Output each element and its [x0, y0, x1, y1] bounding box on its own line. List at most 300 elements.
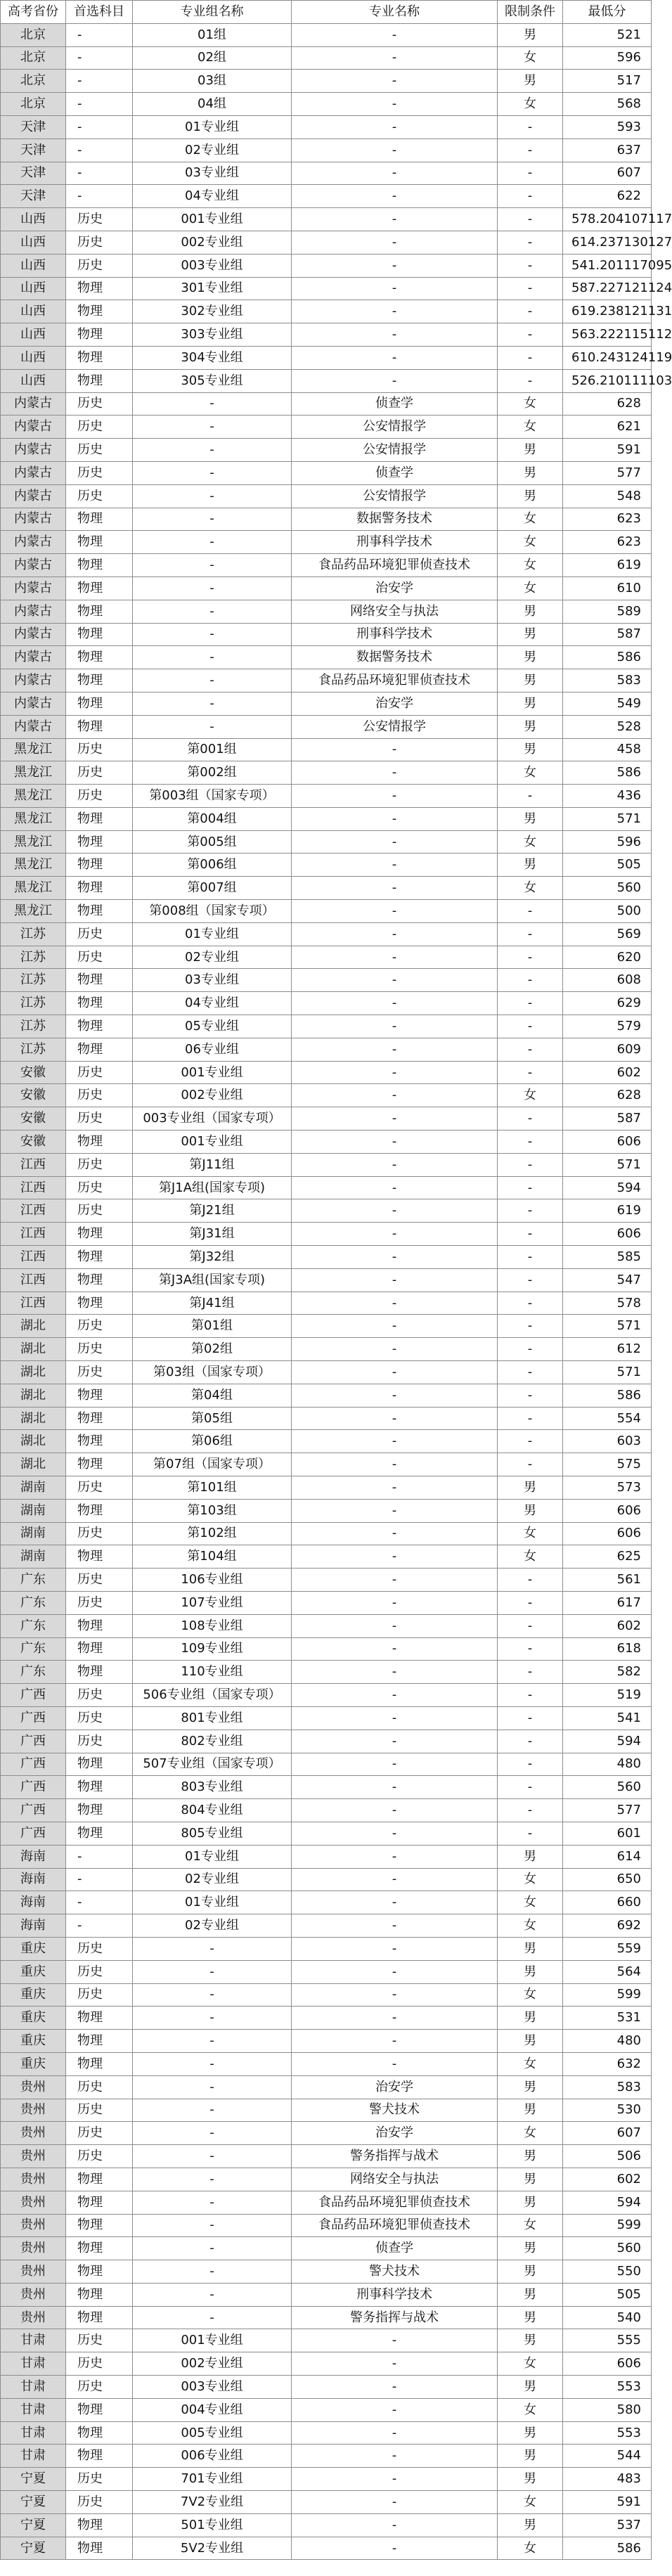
- province-cell: 江苏: [1, 1015, 66, 1038]
- group-cell: -: [133, 623, 292, 646]
- table-row: [1, 2214, 652, 2237]
- major-cell: -: [292, 992, 498, 1015]
- major-cell: 警务指挥与战术: [292, 2145, 498, 2168]
- restriction-cell: 男: [498, 1937, 563, 1960]
- province-cell: 内蒙古: [1, 484, 66, 508]
- subject-cell: 物理: [66, 2513, 133, 2537]
- province-cell: 山西: [1, 277, 66, 300]
- subject-cell: 物理: [66, 854, 133, 877]
- min-score-cell: 580: [563, 2398, 652, 2421]
- major-cell: 侦查学: [292, 2237, 498, 2260]
- group-cell: 第J21组: [133, 1199, 292, 1223]
- header-major: 专业名称: [292, 1, 498, 24]
- province-cell: 内蒙古: [1, 439, 66, 462]
- subject-cell: 历史: [66, 416, 133, 439]
- subject-cell: 物理: [66, 2191, 133, 2214]
- subject-cell: 历史: [66, 1061, 133, 1084]
- group-cell: 01专业组: [133, 115, 292, 139]
- group-cell: 507专业组（国家专项）: [133, 1753, 292, 1776]
- min-score-cell: 549: [563, 692, 652, 715]
- province-cell: 山西: [1, 208, 66, 231]
- table-row: [1, 277, 652, 300]
- restriction-cell: 女: [498, 2122, 563, 2145]
- min-score-cell: 582: [563, 1661, 652, 1684]
- subject-cell: 物理: [66, 2237, 133, 2260]
- table-row: [1, 1223, 652, 1246]
- table-row: [1, 1753, 652, 1776]
- restriction-cell: 女: [498, 2352, 563, 2376]
- restriction-cell: 女: [498, 554, 563, 577]
- subject-cell: 历史: [66, 2376, 133, 2399]
- subject-cell: 物理: [66, 300, 133, 323]
- province-cell: 黑龙江: [1, 807, 66, 830]
- restriction-cell: -: [498, 1292, 563, 1315]
- table-row: [1, 1153, 652, 1176]
- table-row: [1, 1361, 652, 1384]
- group-cell: 01专业组: [133, 1891, 292, 1914]
- table-row: [1, 1822, 652, 1845]
- min-score-cell: 517: [563, 70, 652, 93]
- restriction-cell: 男: [498, 738, 563, 761]
- subject-cell: 物理: [66, 2052, 133, 2075]
- restriction-cell: -: [498, 1684, 563, 1707]
- major-cell: 食品药品环境犯罪侦查技术: [292, 554, 498, 577]
- group-cell: 第006组: [133, 854, 292, 877]
- major-cell: -: [292, 1499, 498, 1522]
- restriction-cell: -: [498, 1407, 563, 1430]
- min-score-cell: 599: [563, 2214, 652, 2237]
- major-cell: -: [292, 115, 498, 139]
- min-score-cell: 596: [563, 46, 652, 70]
- province-cell: 宁夏: [1, 2513, 66, 2537]
- min-score-cell: 505: [563, 2283, 652, 2306]
- group-cell: 106专业组: [133, 1569, 292, 1592]
- province-cell: 江西: [1, 1199, 66, 1223]
- min-score-cell: 583: [563, 669, 652, 693]
- group-cell: -: [133, 531, 292, 554]
- subject-cell: 物理: [66, 1545, 133, 1569]
- restriction-cell: 男: [498, 600, 563, 623]
- province-cell: 甘肃: [1, 2352, 66, 2376]
- province-cell: 山西: [1, 323, 66, 347]
- subject-cell: 物理: [66, 1015, 133, 1038]
- province-cell: 北京: [1, 23, 66, 46]
- min-score-cell: 480: [563, 1753, 652, 1776]
- subject-cell: 历史: [66, 461, 133, 484]
- table-row: [1, 830, 652, 854]
- group-cell: 805专业组: [133, 1822, 292, 1845]
- group-cell: 第05组: [133, 1407, 292, 1430]
- group-cell: 第J32组: [133, 1246, 292, 1269]
- table-row: [1, 1914, 652, 1938]
- major-cell: -: [292, 1015, 498, 1038]
- major-cell: -: [292, 2007, 498, 2030]
- restriction-cell: 女: [498, 830, 563, 854]
- major-cell: -: [292, 1684, 498, 1707]
- province-cell: 内蒙古: [1, 692, 66, 715]
- group-cell: 05专业组: [133, 1015, 292, 1038]
- restriction-cell: -: [498, 1637, 563, 1661]
- group-cell: -: [133, 1983, 292, 2007]
- province-cell: 江西: [1, 1176, 66, 1199]
- table-row: [1, 346, 652, 369]
- group-cell: -: [133, 646, 292, 669]
- restriction-cell: -: [498, 1338, 563, 1361]
- subject-cell: 历史: [66, 439, 133, 462]
- province-cell: 贵州: [1, 2168, 66, 2191]
- restriction-cell: 男: [498, 2306, 563, 2329]
- table-row: [1, 1384, 652, 1407]
- restriction-cell: -: [498, 1223, 563, 1246]
- major-cell: -: [292, 323, 498, 347]
- min-score-cell: 608: [563, 969, 652, 992]
- min-score-cell: 553: [563, 2421, 652, 2445]
- province-cell: 黑龙江: [1, 900, 66, 923]
- province-cell: 贵州: [1, 2122, 66, 2145]
- major-cell: -: [292, 1476, 498, 1500]
- major-cell: -: [292, 738, 498, 761]
- header-min-score: 最低分: [563, 1, 652, 24]
- restriction-cell: -: [498, 1315, 563, 1338]
- major-cell: 公安情报学: [292, 439, 498, 462]
- subject-cell: 物理: [66, 646, 133, 669]
- restriction-cell: 女: [498, 877, 563, 900]
- restriction-cell: -: [498, 1591, 563, 1614]
- province-cell: 贵州: [1, 2283, 66, 2306]
- group-cell: 第103组: [133, 1499, 292, 1522]
- major-cell: -: [292, 1084, 498, 1107]
- restriction-cell: 男: [498, 2237, 563, 2260]
- province-cell: 甘肃: [1, 2421, 66, 2445]
- subject-cell: 历史: [66, 208, 133, 231]
- subject-cell: -: [66, 115, 133, 139]
- subject-cell: 物理: [66, 2537, 133, 2560]
- subject-cell: 物理: [66, 2445, 133, 2468]
- min-score-cell: 591: [563, 2491, 652, 2514]
- min-score-cell: 547: [563, 1268, 652, 1292]
- min-score-cell: 609: [563, 1038, 652, 1061]
- subject-cell: 历史: [66, 1199, 133, 1223]
- table-row: [1, 1315, 652, 1338]
- major-cell: 数据警务技术: [292, 646, 498, 669]
- subject-cell: 历史: [66, 1176, 133, 1199]
- restriction-cell: 女: [498, 1522, 563, 1545]
- restriction-cell: 女: [498, 416, 563, 439]
- subject-cell: 物理: [66, 508, 133, 531]
- subject-cell: 历史: [66, 2491, 133, 2514]
- table-row: [1, 2145, 652, 2168]
- table-row: [1, 1591, 652, 1614]
- restriction-cell: 女: [498, 761, 563, 785]
- province-cell: 北京: [1, 93, 66, 116]
- province-cell: 贵州: [1, 2099, 66, 2122]
- subject-cell: 物理: [66, 1268, 133, 1292]
- min-score-cell: 619: [563, 554, 652, 577]
- table-row: [1, 2052, 652, 2075]
- province-cell: 宁夏: [1, 2468, 66, 2491]
- group-cell: 第02组: [133, 1338, 292, 1361]
- major-cell: 公安情报学: [292, 484, 498, 508]
- restriction-cell: 女: [498, 2491, 563, 2514]
- subject-cell: 历史: [66, 2075, 133, 2099]
- header-restriction: 限制条件: [498, 1, 563, 24]
- province-cell: 内蒙古: [1, 554, 66, 577]
- subject-cell: 历史: [66, 1084, 133, 1107]
- min-score-cell: 541.201117095: [563, 254, 652, 277]
- province-cell: 北京: [1, 70, 66, 93]
- min-score-cell: 526.210111103: [563, 369, 652, 392]
- restriction-cell: 男: [498, 2329, 563, 2352]
- restriction-cell: 女: [498, 531, 563, 554]
- province-cell: 天津: [1, 115, 66, 139]
- major-cell: -: [292, 277, 498, 300]
- min-score-cell: 587: [563, 623, 652, 646]
- restriction-cell: 女: [498, 1891, 563, 1914]
- major-cell: -: [292, 1937, 498, 1960]
- table-row: [1, 692, 652, 715]
- restriction-cell: -: [498, 1015, 563, 1038]
- subject-cell: 物理: [66, 669, 133, 693]
- restriction-cell: -: [498, 1131, 563, 1154]
- subject-cell: 历史: [66, 1983, 133, 2007]
- min-score-cell: 594: [563, 2191, 652, 2214]
- province-cell: 山西: [1, 369, 66, 392]
- subject-cell: 物理: [66, 1131, 133, 1154]
- subject-cell: -: [66, 139, 133, 162]
- min-score-cell: 620: [563, 946, 652, 969]
- group-cell: -: [133, 715, 292, 738]
- restriction-cell: 男: [498, 646, 563, 669]
- table-row: [1, 2099, 652, 2122]
- restriction-cell: -: [498, 208, 563, 231]
- province-cell: 海南: [1, 1868, 66, 1891]
- province-cell: 贵州: [1, 2191, 66, 2214]
- group-cell: 02专业组: [133, 139, 292, 162]
- table-row: [1, 2122, 652, 2145]
- group-cell: 第101组: [133, 1476, 292, 1500]
- major-cell: -: [292, 761, 498, 785]
- restriction-cell: 男: [498, 1960, 563, 1983]
- min-score-cell: 560: [563, 1776, 652, 1799]
- group-cell: 006专业组: [133, 2445, 292, 2468]
- min-score-cell: 505: [563, 854, 652, 877]
- table-row: [1, 1545, 652, 1569]
- province-cell: 海南: [1, 1845, 66, 1868]
- restriction-cell: 男: [498, 439, 563, 462]
- table-row: [1, 1407, 652, 1430]
- province-cell: 黑龙江: [1, 785, 66, 808]
- subject-cell: 物理: [66, 1292, 133, 1315]
- province-cell: 湖南: [1, 1545, 66, 1569]
- table-row: [1, 807, 652, 830]
- major-cell: 警犬技术: [292, 2260, 498, 2284]
- min-score-cell: 593: [563, 115, 652, 139]
- table-row: [1, 1453, 652, 1476]
- table-row: [1, 1038, 652, 1061]
- min-score-cell: 530: [563, 2099, 652, 2122]
- group-cell: 801专业组: [133, 1706, 292, 1730]
- min-score-cell: 632: [563, 2052, 652, 2075]
- min-score-cell: 607: [563, 2122, 652, 2145]
- major-cell: 侦查学: [292, 461, 498, 484]
- major-cell: -: [292, 208, 498, 231]
- subject-cell: 物理: [66, 692, 133, 715]
- major-cell: 治安学: [292, 2122, 498, 2145]
- restriction-cell: -: [498, 346, 563, 369]
- restriction-cell: 女: [498, 93, 563, 116]
- subject-cell: 物理: [66, 830, 133, 854]
- subject-cell: 物理: [66, 1614, 133, 1637]
- province-cell: 广西: [1, 1776, 66, 1799]
- major-cell: -: [292, 1131, 498, 1154]
- min-score-cell: 619.238121131: [563, 300, 652, 323]
- subject-cell: 历史: [66, 2122, 133, 2145]
- major-cell: -: [292, 300, 498, 323]
- subject-cell: 物理: [66, 2306, 133, 2329]
- major-cell: -: [292, 1153, 498, 1176]
- subject-cell: 历史: [66, 2145, 133, 2168]
- table-row: [1, 2376, 652, 2399]
- table-row: [1, 1730, 652, 1753]
- province-cell: 天津: [1, 185, 66, 208]
- restriction-cell: 女: [498, 392, 563, 416]
- restriction-cell: 男: [498, 2099, 563, 2122]
- min-score-cell: 660: [563, 1891, 652, 1914]
- subject-cell: 物理: [66, 715, 133, 738]
- restriction-cell: 女: [498, 2537, 563, 2560]
- table-row: [1, 2352, 652, 2376]
- major-cell: 公安情报学: [292, 715, 498, 738]
- table-row: [1, 1614, 652, 1637]
- restriction-cell: 男: [498, 2007, 563, 2030]
- group-cell: -: [133, 2122, 292, 2145]
- group-cell: -: [133, 692, 292, 715]
- restriction-cell: -: [498, 992, 563, 1015]
- major-cell: -: [292, 1545, 498, 1569]
- restriction-cell: 女: [498, 2214, 563, 2237]
- restriction-cell: 男: [498, 2191, 563, 2214]
- restriction-cell: -: [498, 1614, 563, 1637]
- table-row: [1, 2491, 652, 2514]
- table-row: [1, 2260, 652, 2284]
- restriction-cell: 女: [498, 1914, 563, 1938]
- subject-cell: 物理: [66, 623, 133, 646]
- province-cell: 贵州: [1, 2145, 66, 2168]
- subject-cell: 物理: [66, 969, 133, 992]
- table-row: [1, 1476, 652, 1500]
- major-cell: -: [292, 2445, 498, 2468]
- min-score-cell: 587: [563, 1107, 652, 1131]
- restriction-cell: 男: [498, 1476, 563, 1500]
- group-cell: 02组: [133, 46, 292, 70]
- restriction-cell: 女: [498, 1084, 563, 1107]
- group-cell: 802专业组: [133, 1730, 292, 1753]
- group-cell: 04组: [133, 93, 292, 116]
- subject-cell: 历史: [66, 785, 133, 808]
- group-cell: -: [133, 600, 292, 623]
- province-cell: 重庆: [1, 2052, 66, 2075]
- table-row: [1, 185, 652, 208]
- restriction-cell: -: [498, 922, 563, 946]
- province-cell: 宁夏: [1, 2491, 66, 2514]
- major-cell: -: [292, 1799, 498, 1822]
- group-cell: 001专业组: [133, 208, 292, 231]
- table-row: [1, 738, 652, 761]
- subject-cell: 物理: [66, 1430, 133, 1453]
- province-cell: 安徽: [1, 1107, 66, 1131]
- group-cell: -: [133, 2214, 292, 2237]
- subject-cell: 物理: [66, 900, 133, 923]
- table-row: [1, 1569, 652, 1592]
- min-score-cell: 571: [563, 1315, 652, 1338]
- min-score-cell: 519: [563, 1684, 652, 1707]
- subject-cell: 历史: [66, 1706, 133, 1730]
- major-cell: -: [292, 969, 498, 992]
- major-cell: -: [292, 785, 498, 808]
- province-cell: 江苏: [1, 922, 66, 946]
- min-score-cell: 560: [563, 877, 652, 900]
- major-cell: -: [292, 139, 498, 162]
- major-cell: -: [292, 900, 498, 923]
- table-row: [1, 922, 652, 946]
- restriction-cell: 男: [498, 484, 563, 508]
- province-cell: 重庆: [1, 1960, 66, 1983]
- table-row: [1, 1107, 652, 1131]
- table-row: [1, 46, 652, 70]
- major-cell: -: [292, 2398, 498, 2421]
- group-cell: 305专业组: [133, 369, 292, 392]
- min-score-cell: 521: [563, 23, 652, 46]
- province-cell: 重庆: [1, 2007, 66, 2030]
- group-cell: 110专业组: [133, 1661, 292, 1684]
- table-row: [1, 2237, 652, 2260]
- min-score-cell: 544: [563, 2445, 652, 2468]
- province-cell: 宁夏: [1, 2537, 66, 2560]
- group-cell: -: [133, 2306, 292, 2329]
- group-cell: -: [133, 484, 292, 508]
- table-row: [1, 1891, 652, 1914]
- restriction-cell: -: [498, 277, 563, 300]
- province-cell: 江西: [1, 1153, 66, 1176]
- group-cell: 304专业组: [133, 346, 292, 369]
- table-row: [1, 93, 652, 116]
- min-score-cell: 579: [563, 1015, 652, 1038]
- major-cell: -: [292, 1061, 498, 1084]
- province-cell: 内蒙古: [1, 623, 66, 646]
- min-score-cell: 559: [563, 1937, 652, 1960]
- table-row: [1, 2030, 652, 2053]
- province-cell: 山西: [1, 300, 66, 323]
- min-score-cell: 606: [563, 1499, 652, 1522]
- province-cell: 内蒙古: [1, 600, 66, 623]
- restriction-cell: -: [498, 323, 563, 347]
- province-cell: 重庆: [1, 1983, 66, 2007]
- restriction-cell: 女: [498, 508, 563, 531]
- group-cell: -: [133, 2191, 292, 2214]
- group-cell: 第002组: [133, 761, 292, 785]
- province-cell: 内蒙古: [1, 461, 66, 484]
- group-cell: -: [133, 508, 292, 531]
- table-row: [1, 877, 652, 900]
- restriction-cell: 女: [498, 1545, 563, 1569]
- min-score-cell: 506: [563, 2145, 652, 2168]
- group-cell: 06专业组: [133, 1038, 292, 1061]
- major-cell: 侦查学: [292, 392, 498, 416]
- major-cell: -: [292, 1315, 498, 1338]
- province-cell: 重庆: [1, 2030, 66, 2053]
- min-score-cell: 599: [563, 1983, 652, 2007]
- min-score-cell: 571: [563, 1153, 652, 1176]
